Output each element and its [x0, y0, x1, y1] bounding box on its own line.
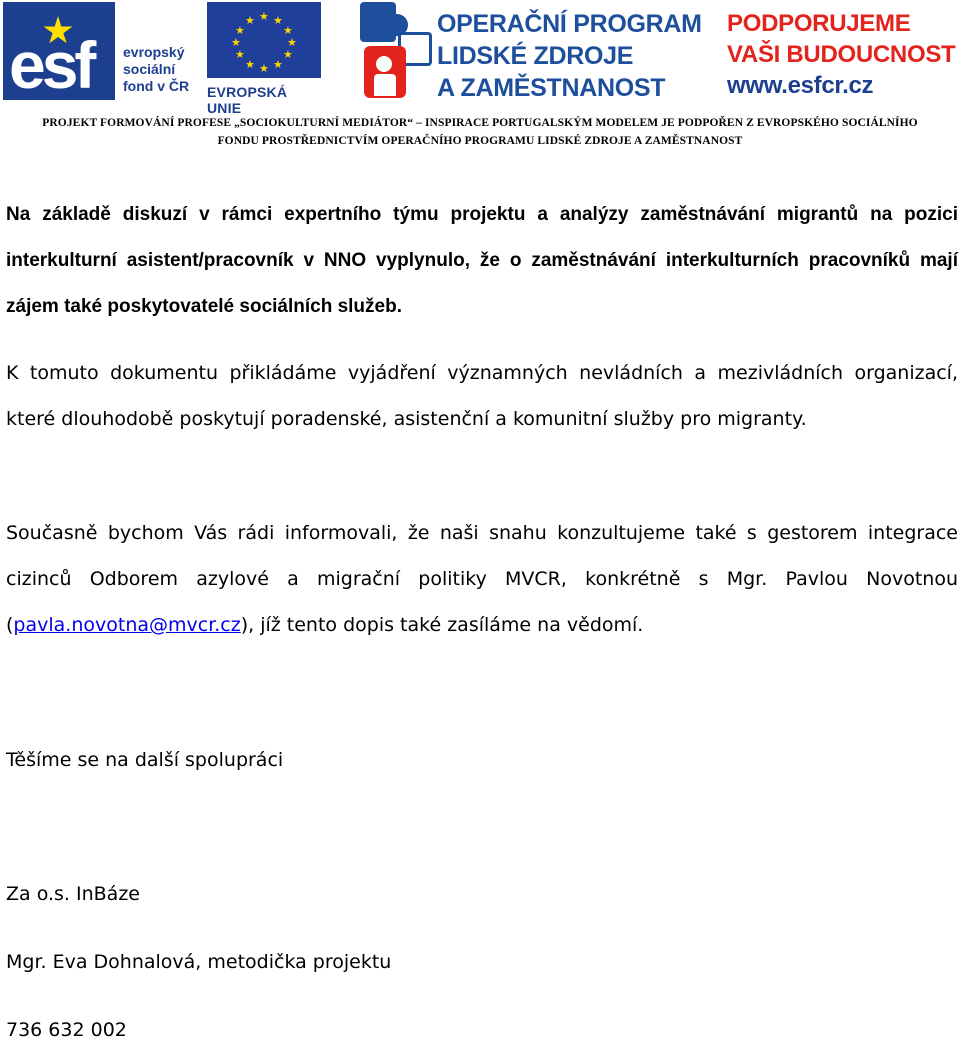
- email-link[interactable]: pavla.novotna@mvcr.cz: [13, 614, 241, 636]
- eu-caption: EVROPSKÁ UNIE: [207, 84, 288, 116]
- op-line-2: LIDSKÉ ZDROJE: [437, 42, 634, 70]
- op-line-3: A ZAMĚSTNANOST: [437, 74, 666, 102]
- esf-logo: [3, 2, 201, 100]
- consultation-paragraph: [6, 510, 958, 648]
- project-statement: [0, 114, 960, 150]
- project-line-2: FONDU PROSTŘEDNICTVÍM OPERAČNÍHO PROGRAMU LIDSKÉ ZDROJE A ZAMĚSTNANOST: [217, 135, 743, 147]
- eu-flag-icon: ★ ★ ★ ★ ★ ★ ★ ★ ★ ★ ★ ★: [207, 2, 321, 78]
- closing-line: Těšíme se na další spolupráci: [6, 749, 284, 771]
- puzzle-logo-icon: [360, 2, 426, 100]
- slogan-line-2: VAŠI BUDOUCNOST: [727, 41, 956, 68]
- consultation-text-end: ), jíž tento dopis také zasíláme na vědomí.: [240, 614, 644, 636]
- logo-band: [0, 0, 960, 116]
- esf-logo-box: [3, 2, 115, 100]
- op-line-1: OPERAČNÍ PROGRAM: [437, 10, 702, 38]
- signature-name: Mgr. Eva Dohnalová, metodička projektu: [6, 951, 392, 973]
- attachment-paragraph: K tomuto dokumentu přikládáme vyjádření významných nevládních a mezivládních organizací, které dlouhodobě poskytují poradenské, asistenční a komunitní služby pro migranty.: [6, 362, 958, 430]
- project-line-1: PROJEKT FORMOVÁNÍ PROFESE „SOCIOKULTURNÍ MEDIÁTOR“ – INSPIRACE PORTUGALSKÝM MODELEM JE PODPOŘEN Z EVROPSKÉHO SOCIÁLNÍHO: [42, 117, 918, 129]
- signature-organization: Za o.s. InBáze: [6, 883, 140, 905]
- eu-logo: [207, 2, 323, 116]
- op-program-title: [437, 8, 702, 104]
- website-label: www.esfcr.cz: [727, 72, 874, 99]
- slogan: [727, 8, 957, 101]
- intro-paragraph: Na základě diskuzí v rámci expertního týmu projektu a analýzy zaměstnávání migrantů na pozici interkulturní asistent/pracovník v NNO vyplynulo, že o zaměstnávání interkulturních pracovníků mají zájem také poskytovatelé sociálních služeb.: [6, 204, 958, 317]
- esf-letters: esf: [9, 28, 93, 102]
- esf-caption: evropský sociální fond v ČR: [123, 44, 190, 94]
- slogan-line-1: PODPORUJEME: [727, 10, 911, 37]
- phone-number: 736 632 002: [6, 1019, 127, 1041]
- consultation-text-start: Současně bychom Vás rádi informovali, že naši snahu konzultujeme také s gestorem integrace cizinců Odborem azylové a migrační politiky MVCR, konkrétně s Mgr. Pavlou Novotnou (: [6, 522, 958, 636]
